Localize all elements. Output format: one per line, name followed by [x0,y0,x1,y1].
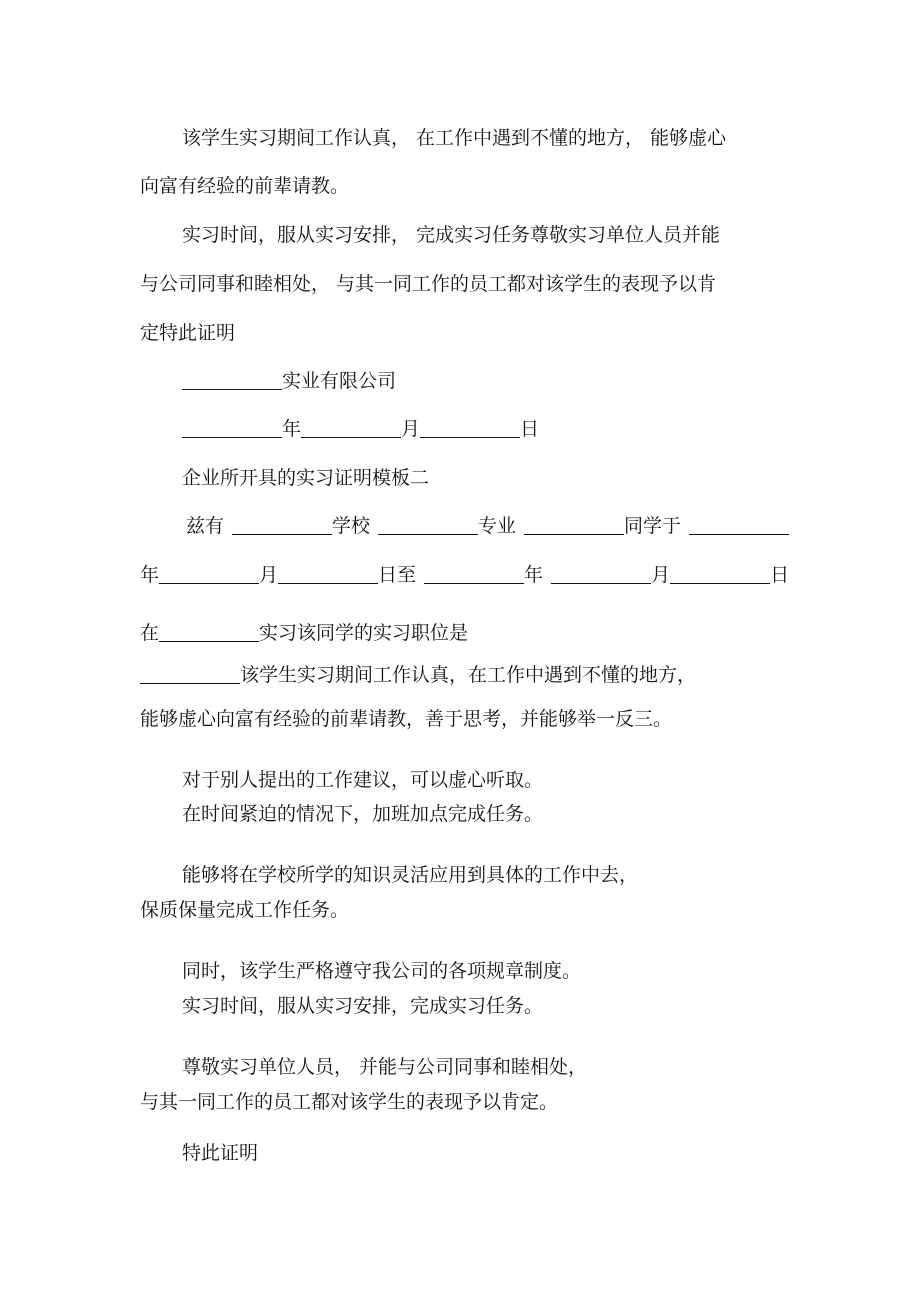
major-blank [378,515,478,535]
school-label: 学校 [332,515,371,537]
paragraph-line: 向富有经验的前辈请教。 [140,175,350,197]
prefix-label: 在 [140,622,160,644]
position-blank [140,664,240,684]
paragraph-text: 该学生实习期间工作认真，在工作中遇到不懂的地方， [240,664,697,686]
paragraph-line: 与公司同事和睦相处， 与其一同工作的员工都对该学生的表现予以肯 [140,273,717,295]
day-to-label: 日至 [378,564,417,586]
student-blank [524,515,624,535]
company-suffix: 实业有限公司 [282,370,397,392]
month-blank [301,418,401,438]
paragraph-line: 该学生实习期间工作认真， 在工作中遇到不懂的地方， 能够虚心 [182,127,727,149]
day-label: 日 [770,564,790,586]
position-label: 实习该同学的实习职位是 [259,622,469,644]
paragraph-line: 能够虚心向富有经验的前辈请教，善于思考，并能够举一反三。 [140,708,673,730]
section-heading: 企业所开具的实习证明模板二 [182,467,430,489]
paragraph-line: 实习时间，服从实习安排，完成实习任务。 [182,995,544,1017]
year-label: 年 [524,564,544,586]
paragraph-line: 尊敬实习单位人员， 并能与公司同事和睦相处， [182,1056,588,1078]
school-blank [232,515,332,535]
year-blank [182,418,282,438]
paragraph-line: 与其一同工作的员工都对该学生的表现予以肯定。 [140,1091,559,1113]
paragraph-line: 保质保量完成工作任务。 [140,899,350,921]
month-label: 月 [401,418,421,440]
year-label: 年 [140,564,160,586]
fill-in-line-position [140,620,468,646]
closing-text: 特此证明 [182,1142,259,1164]
end-day-blank [670,564,770,584]
company-blank [159,622,259,642]
paragraph-line: 对于别人提出的工作建议，可以虚心听取。 [182,769,544,791]
company-signature-line [182,368,396,394]
start-year-blank [689,515,789,535]
month-label: 月 [651,564,671,586]
fill-in-line-student [186,513,789,539]
signature-date-line [182,416,539,442]
company-name-blank [182,370,282,390]
prefix-label: 兹有 [186,515,225,537]
month-label: 月 [259,564,279,586]
end-month-blank [551,564,651,584]
major-label: 专业 [478,515,517,537]
paragraph-line: 在时间紧迫的情况下，加班加点完成任务。 [182,803,544,825]
paragraph-line: 能够将在学校所学的知识灵活应用到具体的工作中去， [182,864,639,886]
start-day-blank [278,564,378,584]
year-label: 年 [282,418,302,440]
day-blank [420,418,520,438]
paragraph-line: 定特此证明 [140,322,236,344]
end-year-blank [424,564,524,584]
paragraph-line: 实习时间，服从实习安排， 完成实习任务尊敬实习单位人员并能 [182,224,721,246]
fill-in-line-dates [140,562,789,588]
start-month-blank [159,564,259,584]
day-label: 日 [520,418,540,440]
paragraph-line: 同时，该学生严格遵守我公司的各项规章制度。 [182,960,582,982]
fill-in-line-role [140,662,696,688]
student-label: 同学于 [624,515,682,537]
